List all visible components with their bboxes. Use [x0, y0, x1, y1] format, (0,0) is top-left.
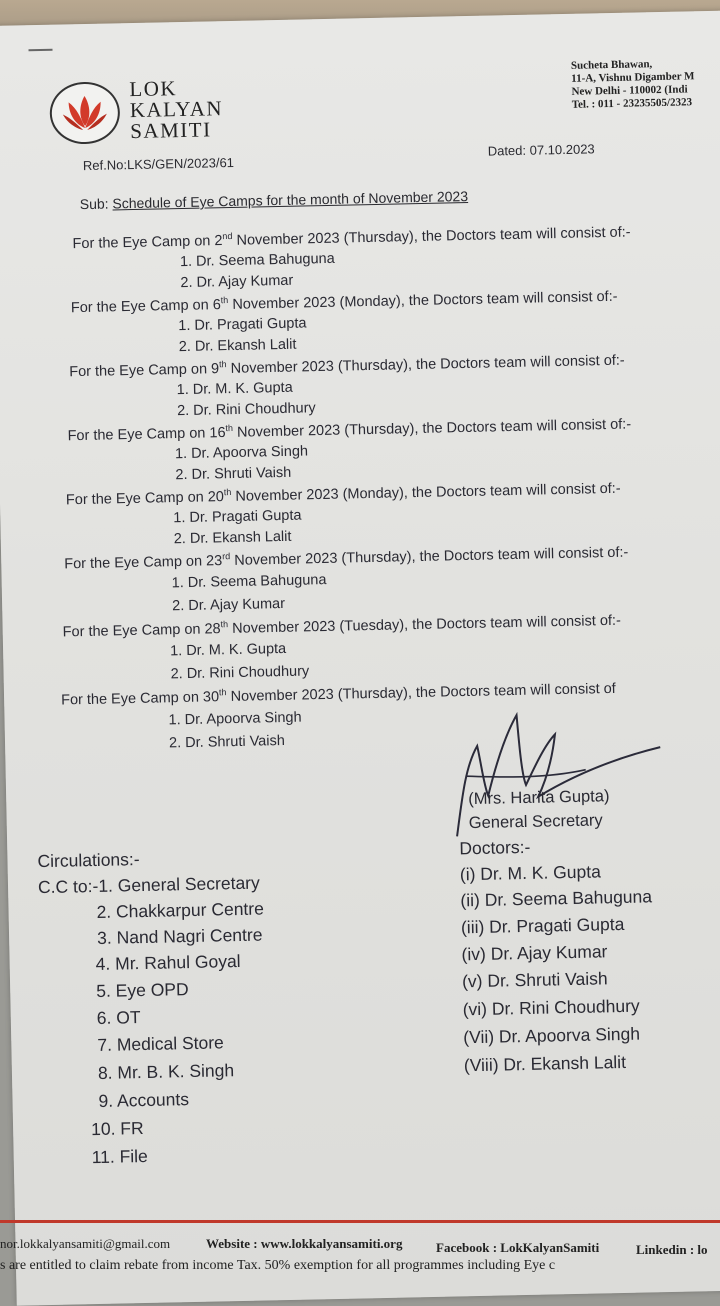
doctor-item: (Vii) Dr. Apoorva Singh [463, 1023, 641, 1048]
camp-doctor: 2. Dr. Shruti Vaish [168, 732, 285, 752]
circulation-item: 2. Chakkarpur Centre [96, 898, 265, 922]
doctor-item: (iv) Dr. Ajay Kumar [461, 941, 608, 965]
subject-text: Schedule of Eye Camps for the month of November 2023 [112, 188, 469, 212]
circulations-heading: Circulations:- [37, 849, 140, 872]
camp-doctor: 1. Dr. Pragati Gupta [173, 507, 302, 527]
circulation-item: 11. File [91, 1145, 149, 1168]
camp-doctor: 1. Dr. Seema Bahuguna [179, 250, 335, 271]
address-line-1: Sucheta Bhawan, [570, 58, 653, 72]
camp-doctor: 1. Dr. Seema Bahuguna [171, 572, 327, 592]
camp-doctor: 1. Dr. M. K. Gupta [169, 640, 287, 660]
camp-heading: For the Eye Camp on 16th November 2023 (Thursday), the Doctors team will consist of:- [67, 416, 632, 445]
camp-heading: For the Eye Camp on 28th November 2023 (Tuesday), the Doctors team will consist of:- [62, 612, 621, 641]
camp-heading: For the Eye Camp on 20th November 2023 (Monday), the Doctors team will consist of:- [65, 480, 621, 509]
circulation-item: 4. Mr. Rahul Goyal [95, 950, 241, 974]
circulation-item: 3. Nand Nagri Centre [96, 924, 263, 948]
camp-doctor: 2. Dr. Rini Choudhury [176, 400, 316, 420]
doctor-item: (ii) Dr. Seema Bahuguna [460, 886, 653, 911]
reference-number: Ref.No:LKS/GEN/2023/61 [82, 154, 235, 174]
signatory-name: (Mrs. Harita Gupta) [468, 787, 610, 809]
camp-heading: For the Eye Camp on 2nd November 2023 (Thursday), the Doctors team will consist of:- [72, 224, 631, 253]
doctor-item: (v) Dr. Shruti Vaish [461, 968, 608, 992]
footer-email: nor.lokkalyansamiti@gmail.com [0, 1236, 171, 1251]
camp-doctor: 1. Dr. Apoorva Singh [174, 443, 309, 463]
camp-doctor: 2. Dr. Ajay Kumar [180, 272, 294, 292]
page-mark [28, 49, 52, 52]
camp-doctor: 1. Dr. Pragati Gupta [178, 315, 307, 335]
circulation-item: C.C to:-1. General Secretary [37, 872, 260, 898]
camp-heading: For the Eye Camp on 6th November 2023 (Monday), the Doctors team will consist of:- [70, 288, 618, 317]
doctor-item: (vi) Dr. Rini Choudhury [462, 995, 640, 1020]
circulation-item: 5. Eye OPD [96, 979, 189, 1001]
camp-heading: For the Eye Camp on 30th November 2023 (Thursday), the Doctors team will consist of [60, 680, 616, 709]
subject-line [80, 188, 469, 212]
camp-doctor: 2. Dr. Rini Choudhury [170, 663, 310, 683]
camp-doctor: 2. Dr. Ekansh Lalit [178, 336, 297, 356]
letter-date: Dated: 07.10.2023 [487, 141, 595, 159]
signatory-title: General Secretary [468, 811, 603, 833]
circulation-item: 6. OT [96, 1007, 141, 1028]
footer-facebook: Facebook : LokKalyanSamiti [436, 1240, 600, 1255]
camp-doctor: 1. Dr. Apoorva Singh [168, 709, 302, 729]
address-line-3: New Delhi - 110002 (Indi [571, 83, 688, 98]
subject-prefix: Sub: [79, 195, 109, 213]
letter-page [0, 10, 720, 1306]
camp-heading: For the Eye Camp on 23rd November 2023 (Thursday), the Doctors team will consist of:- [64, 544, 629, 573]
footer-rule [0, 1220, 720, 1223]
circulation-item: 9. Accounts [98, 1089, 190, 1111]
doctor-item: (Viii) Dr. Ekansh Lalit [463, 1051, 627, 1076]
camp-heading: For the Eye Camp on 9th November 2023 (Thursday), the Doctors team will consist of:- [69, 352, 625, 381]
doctors-heading: Doctors:- [459, 836, 531, 859]
circulation-item: 7. Medical Store [97, 1032, 224, 1055]
footer-website: Website : www.lokkalyansamiti.org [206, 1236, 403, 1251]
doctor-item: (i) Dr. M. K. Gupta [459, 861, 602, 885]
lotus-logo-icon [49, 81, 120, 144]
org-name-line-2: KALYAN [129, 96, 224, 123]
camp-doctor: 2. Dr. Ekansh Lalit [173, 528, 292, 548]
org-name-line-1: LOK [129, 76, 178, 102]
footer-tax-note: s are entitled to claim rebate from income Tax. 50% exemption for all programmes including Eye c [0, 1258, 556, 1273]
address-line-4: Tel. : 011 - 23235505/2323 [571, 96, 693, 111]
footer-linkedin: Linkedin : lo [636, 1242, 708, 1257]
doctor-item: (iii) Dr. Pragati Gupta [460, 913, 625, 938]
camp-doctor: 1. Dr. M. K. Gupta [176, 379, 293, 399]
org-name-line-3: SAMITI [129, 117, 212, 144]
camp-doctor: 2. Dr. Ajay Kumar [172, 595, 286, 615]
camp-doctor: 2. Dr. Shruti Vaish [175, 464, 292, 484]
address-line-2: 11-A, Vishnu Digamber M [571, 70, 695, 85]
circulation-item: 10. FR [90, 1118, 144, 1140]
circulation-item: 8. Mr. B. K. Singh [97, 1060, 235, 1083]
